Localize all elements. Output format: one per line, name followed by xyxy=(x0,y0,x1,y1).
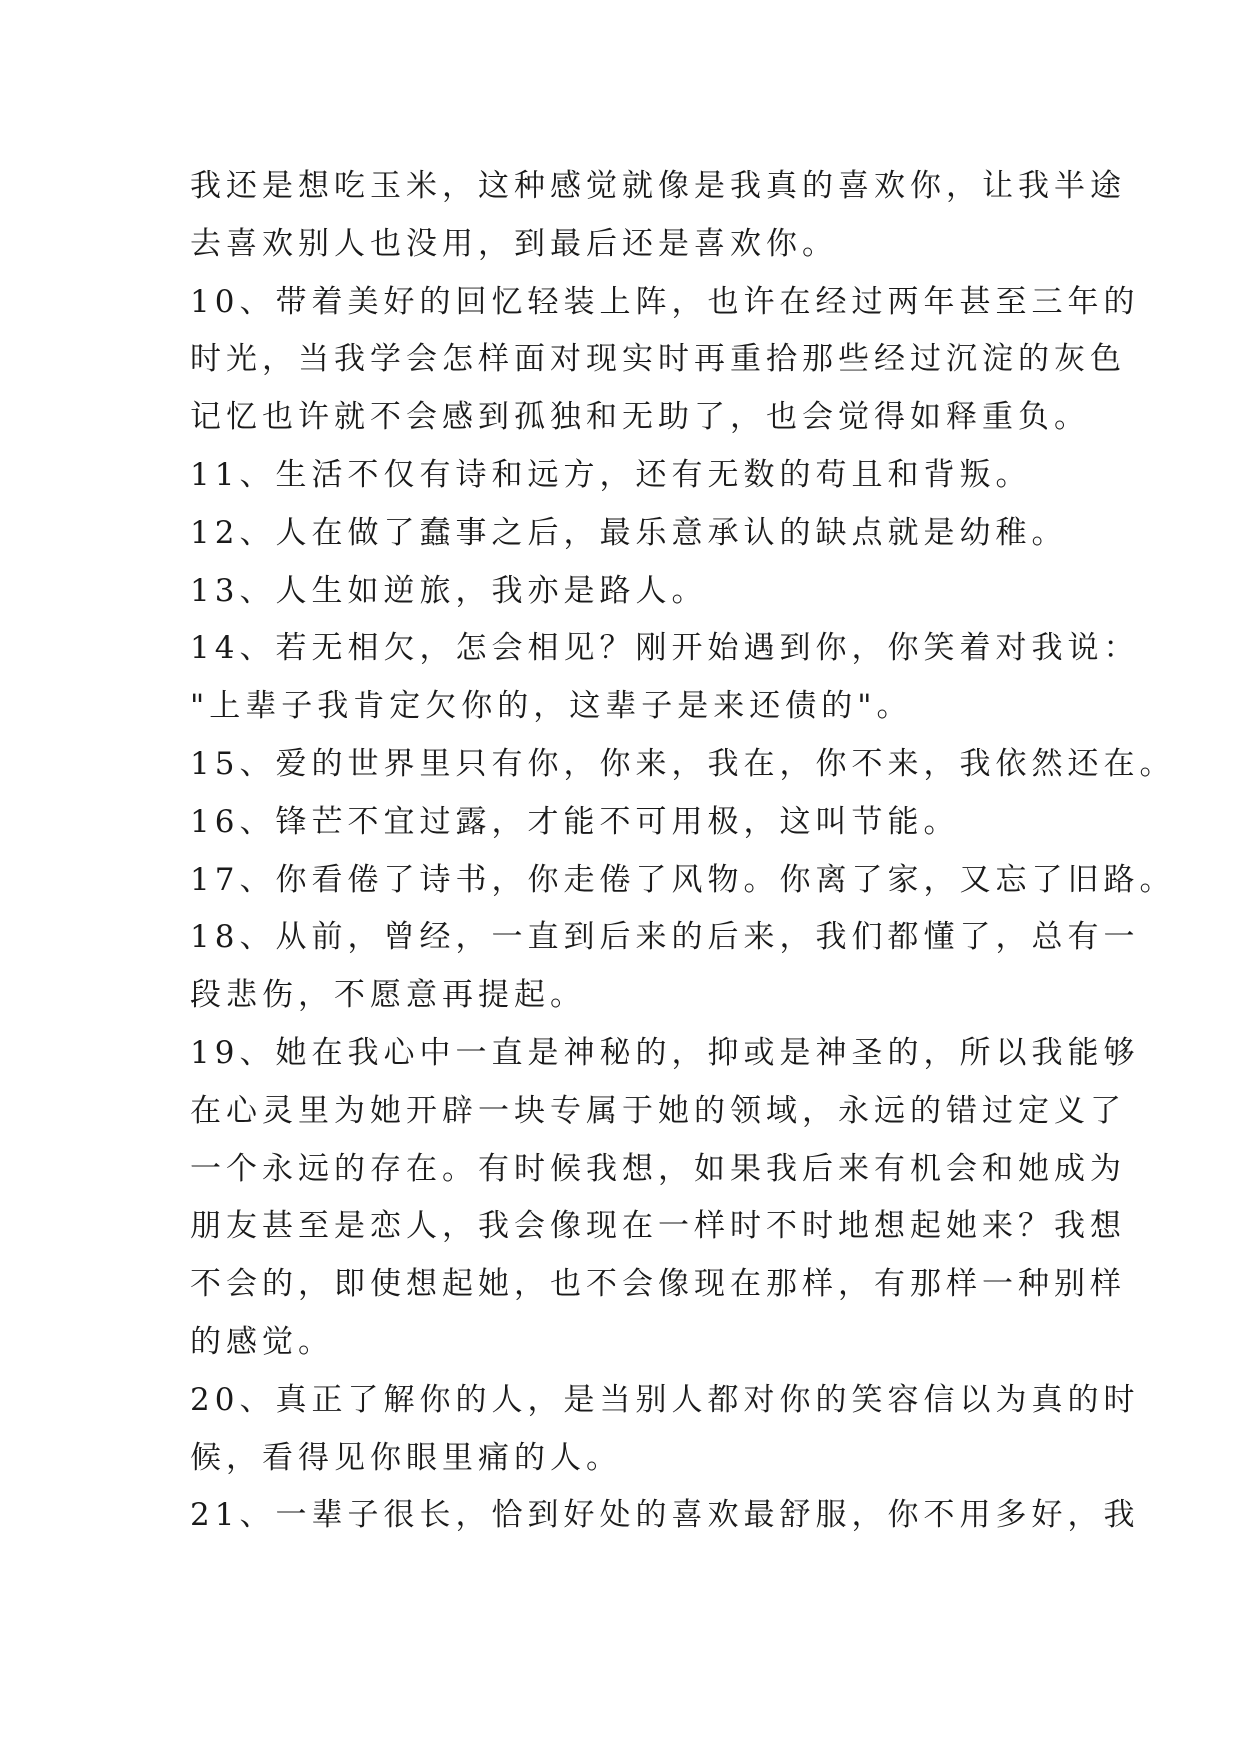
text-line: 10、带着美好的回忆轻装上阵，也许在经过两年甚至三年的 xyxy=(190,283,1140,320)
text-line: 12、人在做了蠢事之后，最乐意承认的缺点就是幼稚。 xyxy=(190,514,1068,551)
text-line: 18、从前，曾经，一直到后来的后来，我们都懂了，总有一 xyxy=(190,919,1140,956)
text-line: 朋友甚至是恋人，我会像现在一样时不时地想起她来？我想 xyxy=(190,1208,1126,1245)
text-line: 15、爱的世界里只有你，你来，我在，你不来，我依然还在。 xyxy=(190,745,1176,782)
text-line: 去喜欢别人也没用，到最后还是喜欢你。 xyxy=(190,225,838,262)
text-line: 候，看得见你眼里痛的人。 xyxy=(190,1439,622,1476)
text-line: 17、你看倦了诗书，你走倦了风物。你离了家，又忘了旧路。 xyxy=(190,861,1176,898)
document-body xyxy=(190,158,1176,1545)
text-line: 记忆也许就不会感到孤独和无助了，也会觉得如释重负。 xyxy=(190,399,1090,436)
text-line: 20、真正了解你的人，是当别人都对你的笑容信以为真的时 xyxy=(190,1381,1140,1418)
text-line: 我还是想吃玉米，这种感觉就像是我真的喜欢你，让我半途 xyxy=(190,168,1126,204)
text-line: 的感觉。 xyxy=(190,1323,334,1360)
text-line: 14、若无相欠，怎会相见？刚开始遇到你，你笑着对我说： xyxy=(190,630,1140,667)
text-line: "上辈子我肯定欠你的，这辈子是来还债的"。 xyxy=(190,688,913,725)
text-line: 19、她在我心中一直是神秘的，抑或是神圣的，所以我能够 xyxy=(190,1034,1140,1071)
text-line: 段悲伤，不愿意再提起。 xyxy=(190,977,586,1014)
text-line: 不会的，即使想起她，也不会像现在那样，有那样一种别样 xyxy=(190,1266,1126,1303)
text-line: 11、生活不仅有诗和远方，还有无数的苟且和背叛。 xyxy=(190,456,1032,493)
text-line: 在心灵里为她开辟一块专属于她的领域，永远的错过定义了 xyxy=(190,1092,1126,1129)
text-line: 16、锋芒不宜过露，才能不可用极，这叫节能。 xyxy=(190,803,960,840)
text-line: 一个永远的存在。有时候我想，如果我后来有机会和她成为 xyxy=(190,1150,1126,1187)
text-line: 时光，当我学会怎样面对现实时再重拾那些经过沉淀的灰色 xyxy=(190,341,1126,378)
text-line: 13、人生如逆旅，我亦是路人。 xyxy=(190,572,708,609)
text-line: 21、一辈子很长，恰到好处的喜欢最舒服，你不用多好，我 xyxy=(190,1497,1140,1534)
